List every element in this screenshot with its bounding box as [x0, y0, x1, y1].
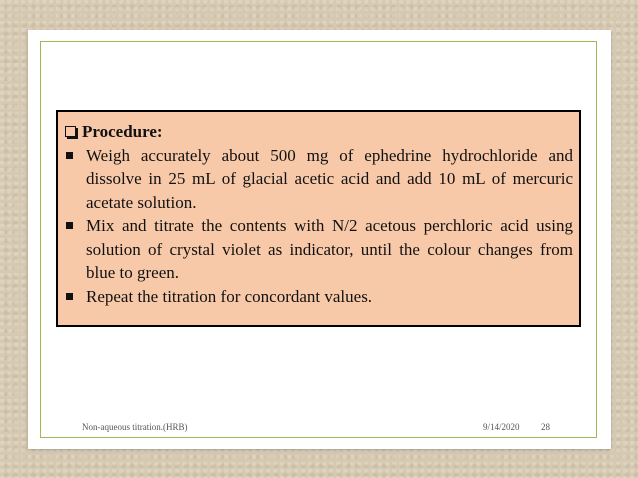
procedure-step — [63, 214, 573, 285]
procedure-step-text: Weigh accurately about 500 mg of ephedrine hydrochloride and dissolve in 25 mL of glacial acetic acid and add 10 mL of mercuric acetate solution. — [86, 145, 573, 212]
procedure-heading — [63, 120, 573, 144]
procedure-step-text: Repeat the titration for concordant values. — [86, 286, 373, 306]
footer-date: 9/14/2020 — [483, 422, 520, 432]
square-bullet-icon — [66, 222, 73, 229]
procedure-box — [56, 110, 581, 327]
square-bullet-icon — [66, 293, 73, 300]
square-bullet-icon — [66, 152, 73, 159]
hollow-square-bullet-icon — [65, 126, 76, 137]
slide-number: 28 — [541, 422, 550, 432]
procedure-heading-text: Procedure: — [82, 122, 163, 141]
footer-title: Non-aqueous titration.(HRB) — [82, 422, 188, 432]
procedure-step-text: Mix and titrate the contents with N/2 acetous perchloric acid using solution of crystal violet as indicator, until the colour changes from blue to green. — [86, 216, 573, 282]
procedure-step — [63, 285, 573, 309]
procedure-step — [63, 144, 573, 215]
